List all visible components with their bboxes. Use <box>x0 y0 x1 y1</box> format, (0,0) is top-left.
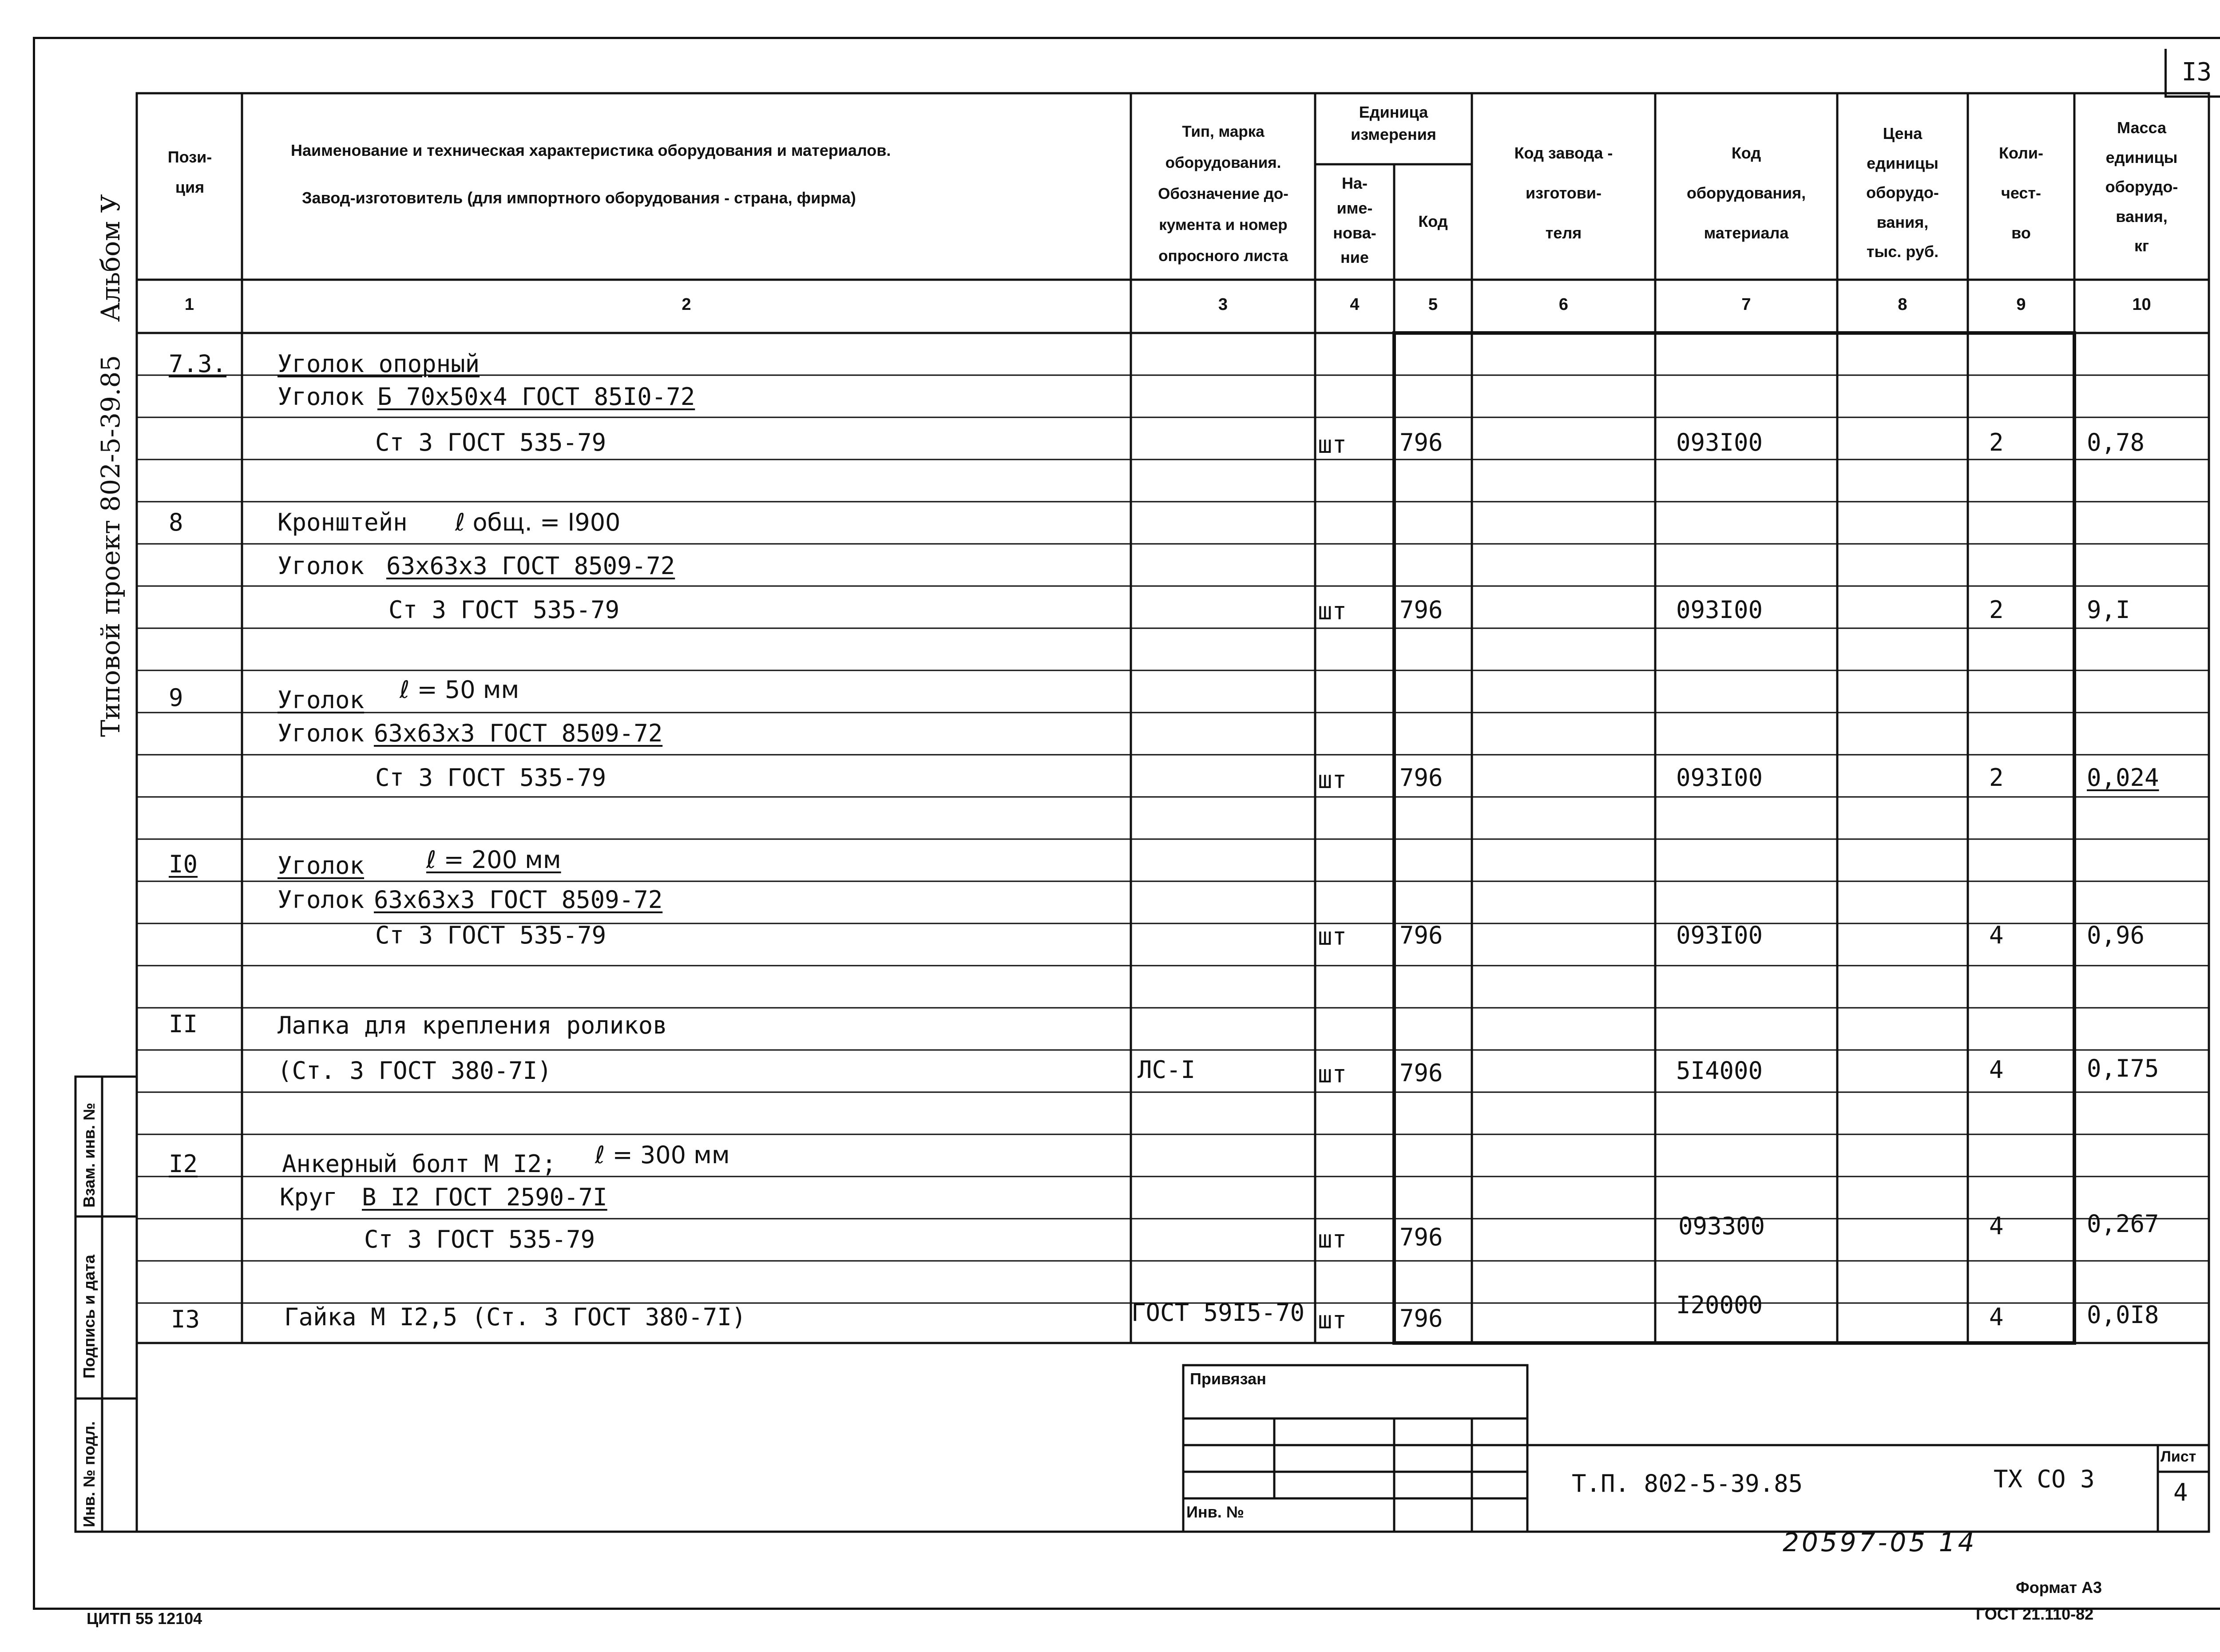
row-8-code: 796 <box>1399 596 1443 624</box>
format-label: Формат А3 <box>2016 1578 2102 1597</box>
row-12-sub-a: Круг <box>280 1183 338 1211</box>
row-10-unit: шт <box>1318 923 1347 951</box>
row-11-unit: шт <box>1318 1060 1347 1088</box>
inv-no-label: Инв. № <box>1186 1503 1244 1521</box>
row-9-material: 093I00 <box>1676 764 1763 792</box>
col-number-3: 3 <box>1218 295 1228 314</box>
row-12-steel: Ст 3 ГОСТ 535-79 <box>364 1225 595 1253</box>
row-7-3-position: 7.3. <box>169 350 227 378</box>
row-8-steel: Ст 3 ГОСТ 535-79 <box>388 596 620 624</box>
row-10-mass: 0,96 <box>2087 921 2145 949</box>
stamp-sign-date: Подпись и дата <box>80 1255 98 1379</box>
col-number-9: 9 <box>2016 295 2026 314</box>
row-12-position: I2 <box>169 1150 198 1178</box>
printer-label: ЦИТП 55 12104 <box>87 1609 202 1628</box>
stamp-inv-vzam: Взам. инв. № <box>80 1102 98 1208</box>
row-13-type: ГОСТ 59I5-70 <box>1131 1299 1305 1327</box>
row-7-3-material: 093I00 <box>1676 428 1763 456</box>
document-number: Т.П. 802-5-39.85 <box>1572 1470 1803 1497</box>
row-8-position: 8 <box>169 508 183 536</box>
row-8-mass: 9,I <box>2087 596 2130 624</box>
gost-label: ГОСТ 21.110-82 <box>1976 1605 2094 1623</box>
row-7-3-quantity: 2 <box>1989 428 2004 456</box>
row-7-3-unit: шт <box>1318 431 1347 459</box>
row-9-position: 9 <box>169 684 183 712</box>
row-11-quantity: 4 <box>1989 1056 2004 1084</box>
row-7-3-mass: 0,78 <box>2087 428 2145 456</box>
row-9-unit: шт <box>1318 766 1347 794</box>
row-8-sub-b: 63х63х3 ГОСТ 8509-72 <box>386 552 675 580</box>
privyazan-label: Привязан <box>1190 1370 1266 1388</box>
row-13-material: I20000 <box>1676 1291 1763 1319</box>
row-7-3-sub-a: Уголок <box>278 383 365 411</box>
row-13-quantity: 4 <box>1989 1303 2004 1331</box>
row-9-name: Уголок <box>278 686 365 714</box>
header-equipment-code: Код оборудования, материала <box>1686 144 1806 242</box>
row-9-sub-b: 63х63х3 ГОСТ 8509-72 <box>374 719 663 747</box>
row-10-quantity: 4 <box>1989 921 2004 949</box>
sheet-number: I3 <box>2164 49 2220 98</box>
col-number-4: 4 <box>1350 295 1360 314</box>
col-number-10: 10 <box>2132 295 2151 314</box>
list-number: 4 <box>2173 1478 2188 1506</box>
col-number-5: 5 <box>1428 295 1438 314</box>
row-12-mass: 0,267 <box>2087 1210 2159 1238</box>
row-9-steel: Ст 3 ГОСТ 535-79 <box>375 764 607 792</box>
row-8-unit: шт <box>1318 597 1347 625</box>
row-12-length: ℓ = 300 мм <box>595 1141 730 1169</box>
row-9-mass: 0,024 <box>2087 764 2159 792</box>
row-8-name: Кронштейн <box>278 508 408 536</box>
row-7-3-sub-b: Б 70х50х4 ГОСТ 85I0-72 <box>377 383 695 411</box>
row-12-sub-b: В I2 ГОСТ 2590-7I <box>362 1183 607 1211</box>
row-11-steel: (Ст. 3 ГОСТ 380-7I) <box>278 1057 552 1085</box>
row-10-sub-a: Уголок <box>278 886 365 914</box>
stamp-inv-podl: Инв. № подл. <box>80 1421 98 1527</box>
row-7-3-code: 796 <box>1399 428 1443 456</box>
header-name-line2: Завод-изготовитель (для импортного оборудования - страна, фирма) <box>302 189 856 207</box>
row-10-sub-b: 63х63х3 ГОСТ 8509-72 <box>374 886 663 914</box>
header-quantity: Коли- чест- во <box>1998 144 2044 242</box>
row-12-material: 093300 <box>1678 1212 1765 1240</box>
list-label: Лист <box>2161 1448 2196 1465</box>
row-12-quantity: 4 <box>1989 1212 2004 1240</box>
row-11-code: 796 <box>1399 1059 1443 1087</box>
col-number-2: 2 <box>682 295 691 314</box>
row-11-mass: 0,I75 <box>2087 1054 2159 1082</box>
col-number-6: 6 <box>1558 295 1569 314</box>
row-10-material: 093I00 <box>1676 921 1763 949</box>
row-8-length: ℓ общ. = I900 <box>455 508 621 536</box>
row-8-material: 093I00 <box>1676 596 1763 624</box>
row-13-mass: 0,0I8 <box>2087 1301 2159 1329</box>
col-number-8: 8 <box>1898 295 1907 314</box>
row-9-length: ℓ = 50 мм <box>400 676 519 704</box>
album-label: Альбом У <box>95 194 126 322</box>
row-7-3-steel: Ст 3 ГОСТ 535-79 <box>375 428 607 456</box>
header-type: Тип, марка оборудования. Обозначение до- кумента и номер опросного листа <box>1158 123 1288 265</box>
row-11-name: Лапка для крепления роликов <box>278 1011 667 1039</box>
row-9-quantity: 2 <box>1989 764 2004 792</box>
row-9-sub-a: Уголок <box>278 719 365 747</box>
header-unit: Единица измерения <box>1351 103 1436 144</box>
header-unit-code: Код <box>1418 212 1448 230</box>
row-10-code: 796 <box>1399 921 1443 949</box>
row-8-sub-a: Уголок <box>278 552 365 580</box>
row-13-position: I3 <box>171 1305 200 1333</box>
row-12-code: 796 <box>1399 1223 1443 1251</box>
header-factory-code: Код завода - изготови- теля <box>1514 144 1613 242</box>
row-10-position: I0 <box>169 850 198 878</box>
col-number-7: 7 <box>1741 295 1751 314</box>
header-unit-name: На- име- нова- ние <box>1333 174 1376 267</box>
row-12-unit: шт <box>1318 1225 1347 1253</box>
col-number-1: 1 <box>184 295 194 314</box>
header-position: Пози- ция <box>167 148 212 197</box>
row-12-name: Анкерный болт М I2; <box>282 1150 556 1178</box>
row-11-position: II <box>169 1010 198 1038</box>
row-13-name: Гайка М I2,5 (Ст. 3 ГОСТ 380-7I) <box>284 1303 746 1331</box>
row-11-material: 5I4000 <box>1676 1057 1763 1085</box>
row-13-unit: шт <box>1318 1306 1347 1334</box>
header-mass: Масса единицы оборудо- вания, кг <box>2105 119 2178 255</box>
header-price: Цена единицы оборудо- вания, тыс. руб. <box>1866 124 1939 261</box>
header-name-line1: Наименование и техническая характеристика оборудования и материалов. <box>291 141 891 159</box>
row-8-quantity: 2 <box>1989 596 2004 624</box>
project-label: Типовой проект 802-5-39.85 <box>95 355 126 737</box>
document-mark: ТХ СО 3 <box>1994 1465 2095 1493</box>
row-13-code: 796 <box>1399 1304 1443 1332</box>
row-7-3-name: Уголок опорный <box>278 350 480 378</box>
handwritten-number: 20597-05 14 <box>1783 1527 1977 1557</box>
row-11-type: ЛС-I <box>1138 1056 1196 1084</box>
row-9-code: 796 <box>1399 764 1443 792</box>
row-10-steel: Ст 3 ГОСТ 535-79 <box>375 921 607 949</box>
row-10-name: Уголок <box>278 852 365 879</box>
row-10-length: ℓ = 200 мм <box>426 846 561 874</box>
